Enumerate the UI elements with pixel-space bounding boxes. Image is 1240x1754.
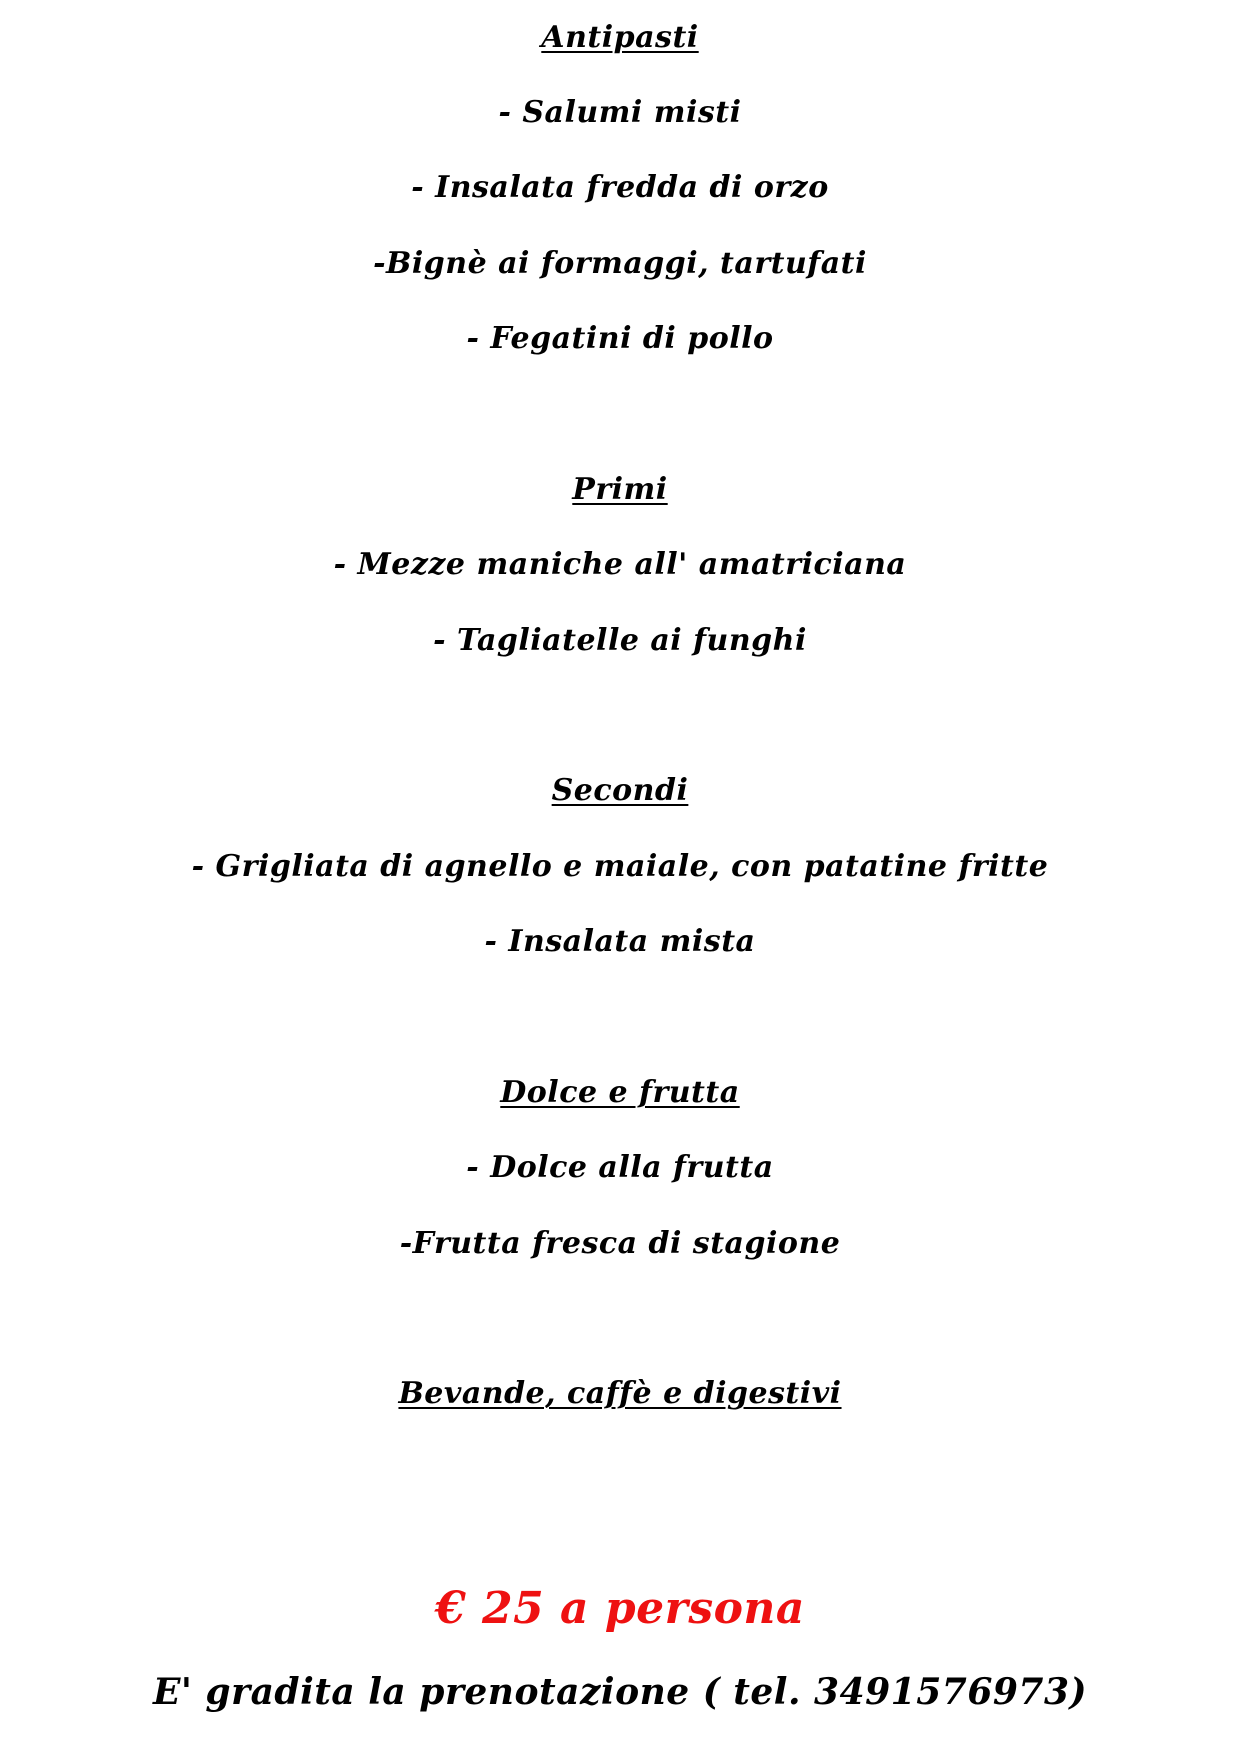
menu-item: - Dolce alla frutta	[466, 1150, 774, 1185]
section-heading-bevande: Bevande, caffè e digestivi	[398, 1376, 842, 1411]
menu-item: - Fegatini di pollo	[466, 321, 774, 356]
section-heading-secondi: Secondi	[551, 773, 689, 808]
section-heading-primi: Primi	[572, 472, 668, 507]
menu-item: - Insalata mista	[484, 924, 756, 959]
section-heading-antipasti: Antipasti	[541, 20, 699, 55]
price-label: € 25 a persona	[435, 1583, 805, 1634]
menu-item: - Insalata fredda di orzo	[411, 170, 829, 205]
menu-item: - Tagliatelle ai funghi	[433, 623, 807, 658]
menu-item: -Bignè ai formaggi, tartufati	[373, 246, 867, 281]
booking-note: E' gradita la prenotazione ( tel. 3491576973)	[152, 1671, 1088, 1713]
menu-item: - Salumi misti	[498, 95, 742, 130]
section-heading-dolce: Dolce e frutta	[500, 1075, 740, 1110]
menu-item: -Frutta fresca di stagione	[399, 1226, 841, 1261]
menu-item: - Grigliata di agnello e maiale, con patatine fritte	[191, 849, 1049, 884]
menu-item: - Mezze maniche all' amatriciana	[333, 547, 907, 582]
